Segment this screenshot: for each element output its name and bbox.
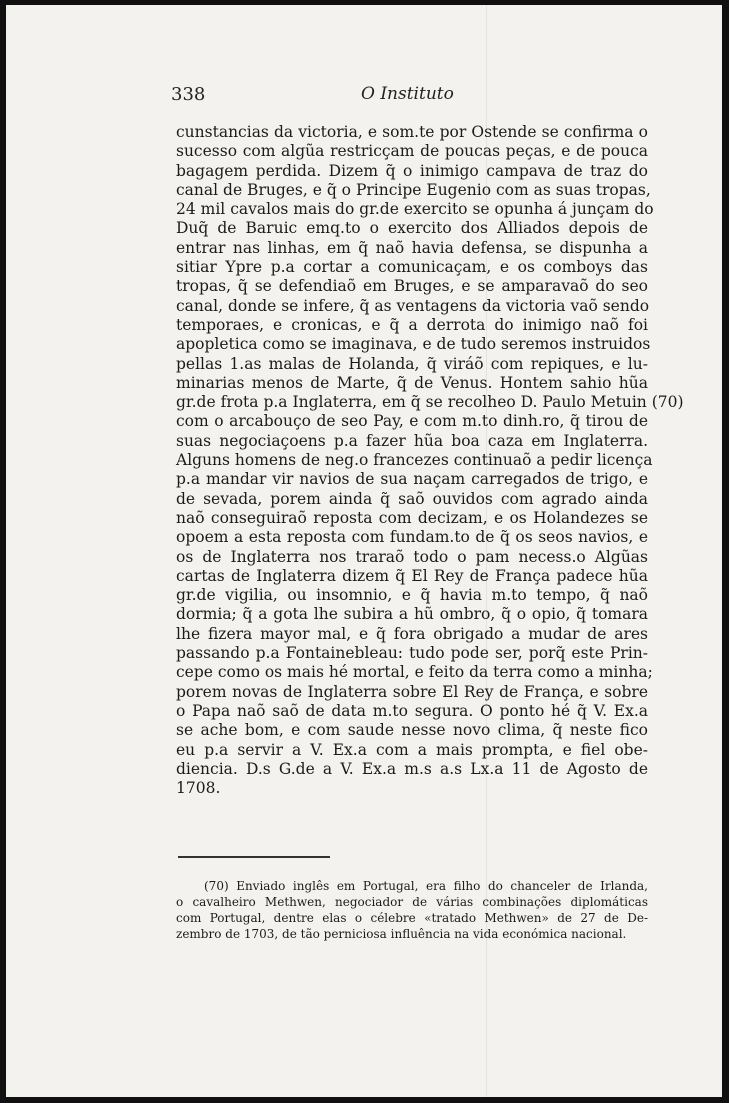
text-line: se ache bom, e com saude nesse novo clima, q̃ neste fico	[176, 721, 648, 740]
text-line: p.a mandar vir navios de sua naçam carregados de trigo, e	[176, 470, 648, 489]
text-line: apopletica como se imaginava, e de tudo seremos instruidos	[176, 335, 651, 354]
text-line: com o arcabouço de seo Pay, e com m.to dinh.ro, q̃ tirou de	[176, 412, 648, 431]
text-line: pellas 1.as malas de Holanda, q̃ viráõ com repiques, e lu-	[176, 354, 648, 373]
text-line: porem novas de Inglaterra sobre El Rey de França, e sobre	[176, 682, 648, 701]
text-line: canal de Bruges, e q̃ o Principe Eugenio com as suas tropas,	[176, 180, 651, 199]
text-line: bagagem perdida. Dizem q̃ o inimigo campava de traz do	[176, 161, 648, 180]
text-line: minarias menos de Marte, q̃ de Venus. Hontem sahio hũa	[176, 373, 648, 392]
text-line: 24 mil cavalos mais do gr.de exercito se opunha á junçam do	[176, 200, 654, 219]
text-line: cunstancias da victoria, e som.te por Ostende se confirma o	[176, 123, 648, 141]
text-line: Duq̃ de Baruic emq.to o exercito dos Alliados depois de	[176, 219, 648, 238]
text-line: sitiar Ypre p.a cortar a comunicaçam, e os comboys das	[176, 258, 648, 277]
text-line: gr.de vigilia, ou insomnio, e q̃ havia m.to tempo, q̃ naõ	[176, 586, 648, 605]
footnote-line: (70) Enviado inglês em Portugal, era filho do chanceler de Irlanda,	[204, 879, 648, 893]
text-line: de sevada, porem ainda q̃ saõ ouvidos com agrado ainda	[176, 489, 648, 508]
text-line: entrar nas linhas, em q̃ naõ havia defensa, se dispunha a	[176, 238, 648, 257]
text-line: temporaes, e cronicas, e q̃ a derrota do inimigo naõ foi	[176, 315, 648, 334]
book-page	[6, 5, 722, 1097]
text-line: 1708.	[176, 779, 221, 798]
text-line: dormia; q̃ a gota lhe subira a hũ ombro, q̃ o opio, q̃ tomara	[176, 605, 648, 624]
text-line: cartas de Inglaterra dizem q̃ El Rey de França padece hũa	[176, 566, 648, 585]
main-text	[176, 123, 684, 798]
page-header	[6, 84, 722, 108]
running-title: O Instituto	[361, 84, 454, 104]
text-line: o Papa naõ saõ de data m.to segura. O ponto hé q̃ V. Ex.a	[176, 701, 648, 720]
text-line: passando p.a Fontainebleau: tudo pode ser, porq̃ este Prin-	[176, 644, 648, 663]
text-line: cepe como os mais hé mortal, e feito da terra como a minha;	[176, 663, 653, 682]
footnote-line: o cavalheiro Methwen, negociador de várias combinações diplomáticas	[176, 895, 648, 909]
text-line: tropas, q̃ se defendiaõ em Bruges, e se amparavaõ do seo	[176, 277, 648, 296]
text-line: naõ conseguiraõ reposta com decizam, e os Holandezes se	[176, 508, 648, 527]
text-line: gr.de frota p.a Inglaterra, em q̃ se recolheo D. Paulo Metuin (70)	[176, 393, 684, 412]
text-line: diencia. D.s G.de a V. Ex.a m.s a.s Lx.a 11 de Agosto de	[176, 759, 648, 778]
footnote	[176, 878, 648, 942]
footnote-divider	[178, 856, 330, 858]
page-number: 338	[171, 84, 206, 105]
text-line: Alguns homens de neg.o francezes continuaõ a pedir licença	[176, 451, 653, 470]
text-line: os de Inglaterra nos traraõ todo o pam necess.o Algũas	[176, 547, 648, 566]
text-line: canal, donde se infere, q̃ as ventagens da victoria vaõ sendo	[176, 296, 650, 315]
text-line: opoem a esta reposta com fundam.to de q̃ os seos navios, e	[176, 528, 648, 547]
footnote-line: zembro de 1703, de tão perniciosa influência na vida económica nacional.	[176, 927, 627, 941]
text-line: sucesso com algũa restricçam de poucas peças, e de pouca	[176, 142, 648, 161]
text-line: suas negociaçoens p.a fazer hũa boa caza em Inglaterra.	[176, 431, 648, 450]
footnote-line: com Portugal, dentre elas o célebre «tratado Methwen» de 27 de De-	[176, 911, 648, 925]
text-line: eu p.a servir a V. Ex.a com a mais prompta, e fiel obe-	[176, 740, 648, 759]
text-line: lhe fizera mayor mal, e q̃ fora obrigado a mudar de ares	[176, 624, 648, 643]
